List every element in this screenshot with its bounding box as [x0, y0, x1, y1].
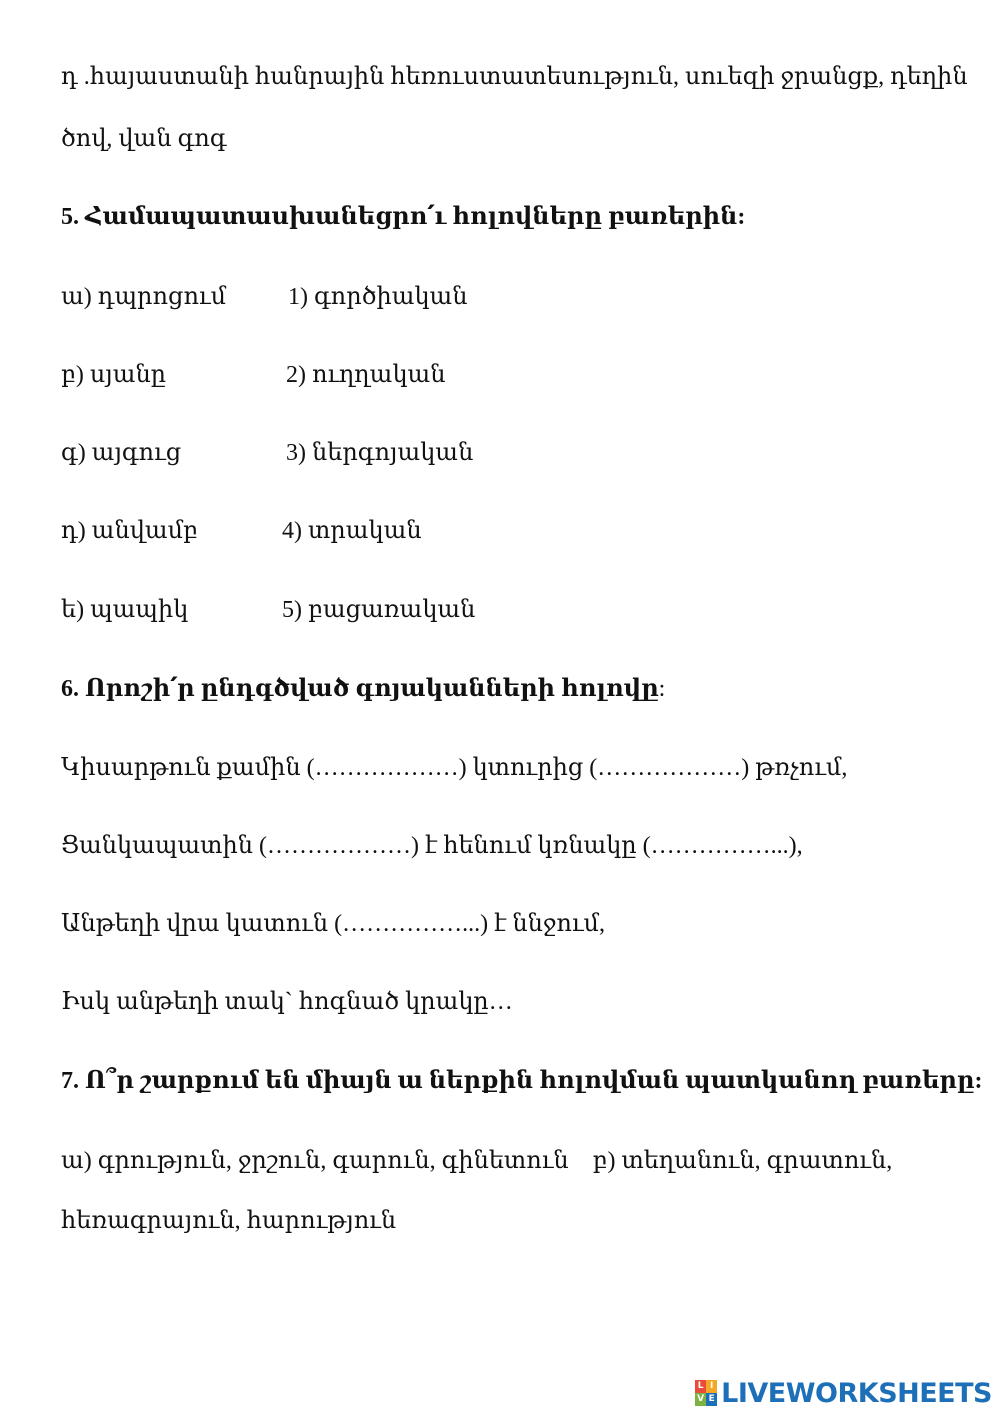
match-right-item: 4) տրական: [282, 518, 422, 544]
logo-tile: E: [706, 1393, 717, 1406]
match-left-item: ա) դպրոցում: [61, 284, 227, 310]
poem-line: Կիսարթուն քամին (………………) կտուրից (………………) թռչում,: [61, 755, 848, 781]
match-left-item: բ) սյանը: [61, 362, 166, 388]
match-left-item: գ) այգուց: [61, 440, 182, 466]
logo-text: LIVEWORKSHEETS: [721, 1377, 992, 1409]
poem-line: Ցանկապատին (………………) է հենում կռնակը (……………...),: [61, 833, 803, 859]
match-right-item: 5) բացառական: [282, 597, 476, 623]
question-6-title-tail: :: [658, 676, 666, 702]
question-6-title: [61, 674, 665, 704]
match-left-item: դ) անվամբ: [61, 518, 198, 544]
liveworksheets-logo: [695, 1378, 992, 1408]
poem-line: Իսկ անթեղի տակ` հոգնած կրակը…: [61, 989, 513, 1015]
text-line: ծով, վան գոգ: [61, 126, 227, 152]
question-7-title: 7. Ո՞ր շարքում են միայն ա ներքին հոլովման պատկանող բառերը:: [61, 1068, 983, 1094]
poem-line: Անթեղի վրա կատուն (……………...) է ննջում,: [61, 911, 606, 937]
liveworksheets-logo-icon: [695, 1380, 717, 1406]
match-left-item: ե) պապիկ: [61, 597, 189, 623]
match-right-item: 3) ներգոյական: [286, 440, 474, 466]
answer-options-line: ա) գրություն, ջրշուն, գարուն, գինետուն բ) տեղանուն, գրատուն,: [61, 1148, 893, 1174]
question-5-title: 5. Համապատասխանեցրո՛ւ հոլովները բառերին:: [61, 204, 746, 230]
logo-tile: I: [706, 1380, 717, 1393]
logo-tile: V: [695, 1393, 706, 1406]
answer-options-line: հեռագրայուն, հարություն: [61, 1208, 397, 1234]
question-6-title-bold: 6. Որոշի՛ր ընդգծված գոյականների հոլովը: [61, 676, 659, 702]
match-right-item: 1) գործիական: [288, 284, 468, 310]
text-line: դ .հայաստանի հանրային հեռուստատեսություն, սուեզի ջրանցք, դեղին: [61, 64, 968, 90]
match-right-item: 2) ուղղական: [286, 362, 446, 388]
logo-tile: L: [695, 1380, 706, 1393]
